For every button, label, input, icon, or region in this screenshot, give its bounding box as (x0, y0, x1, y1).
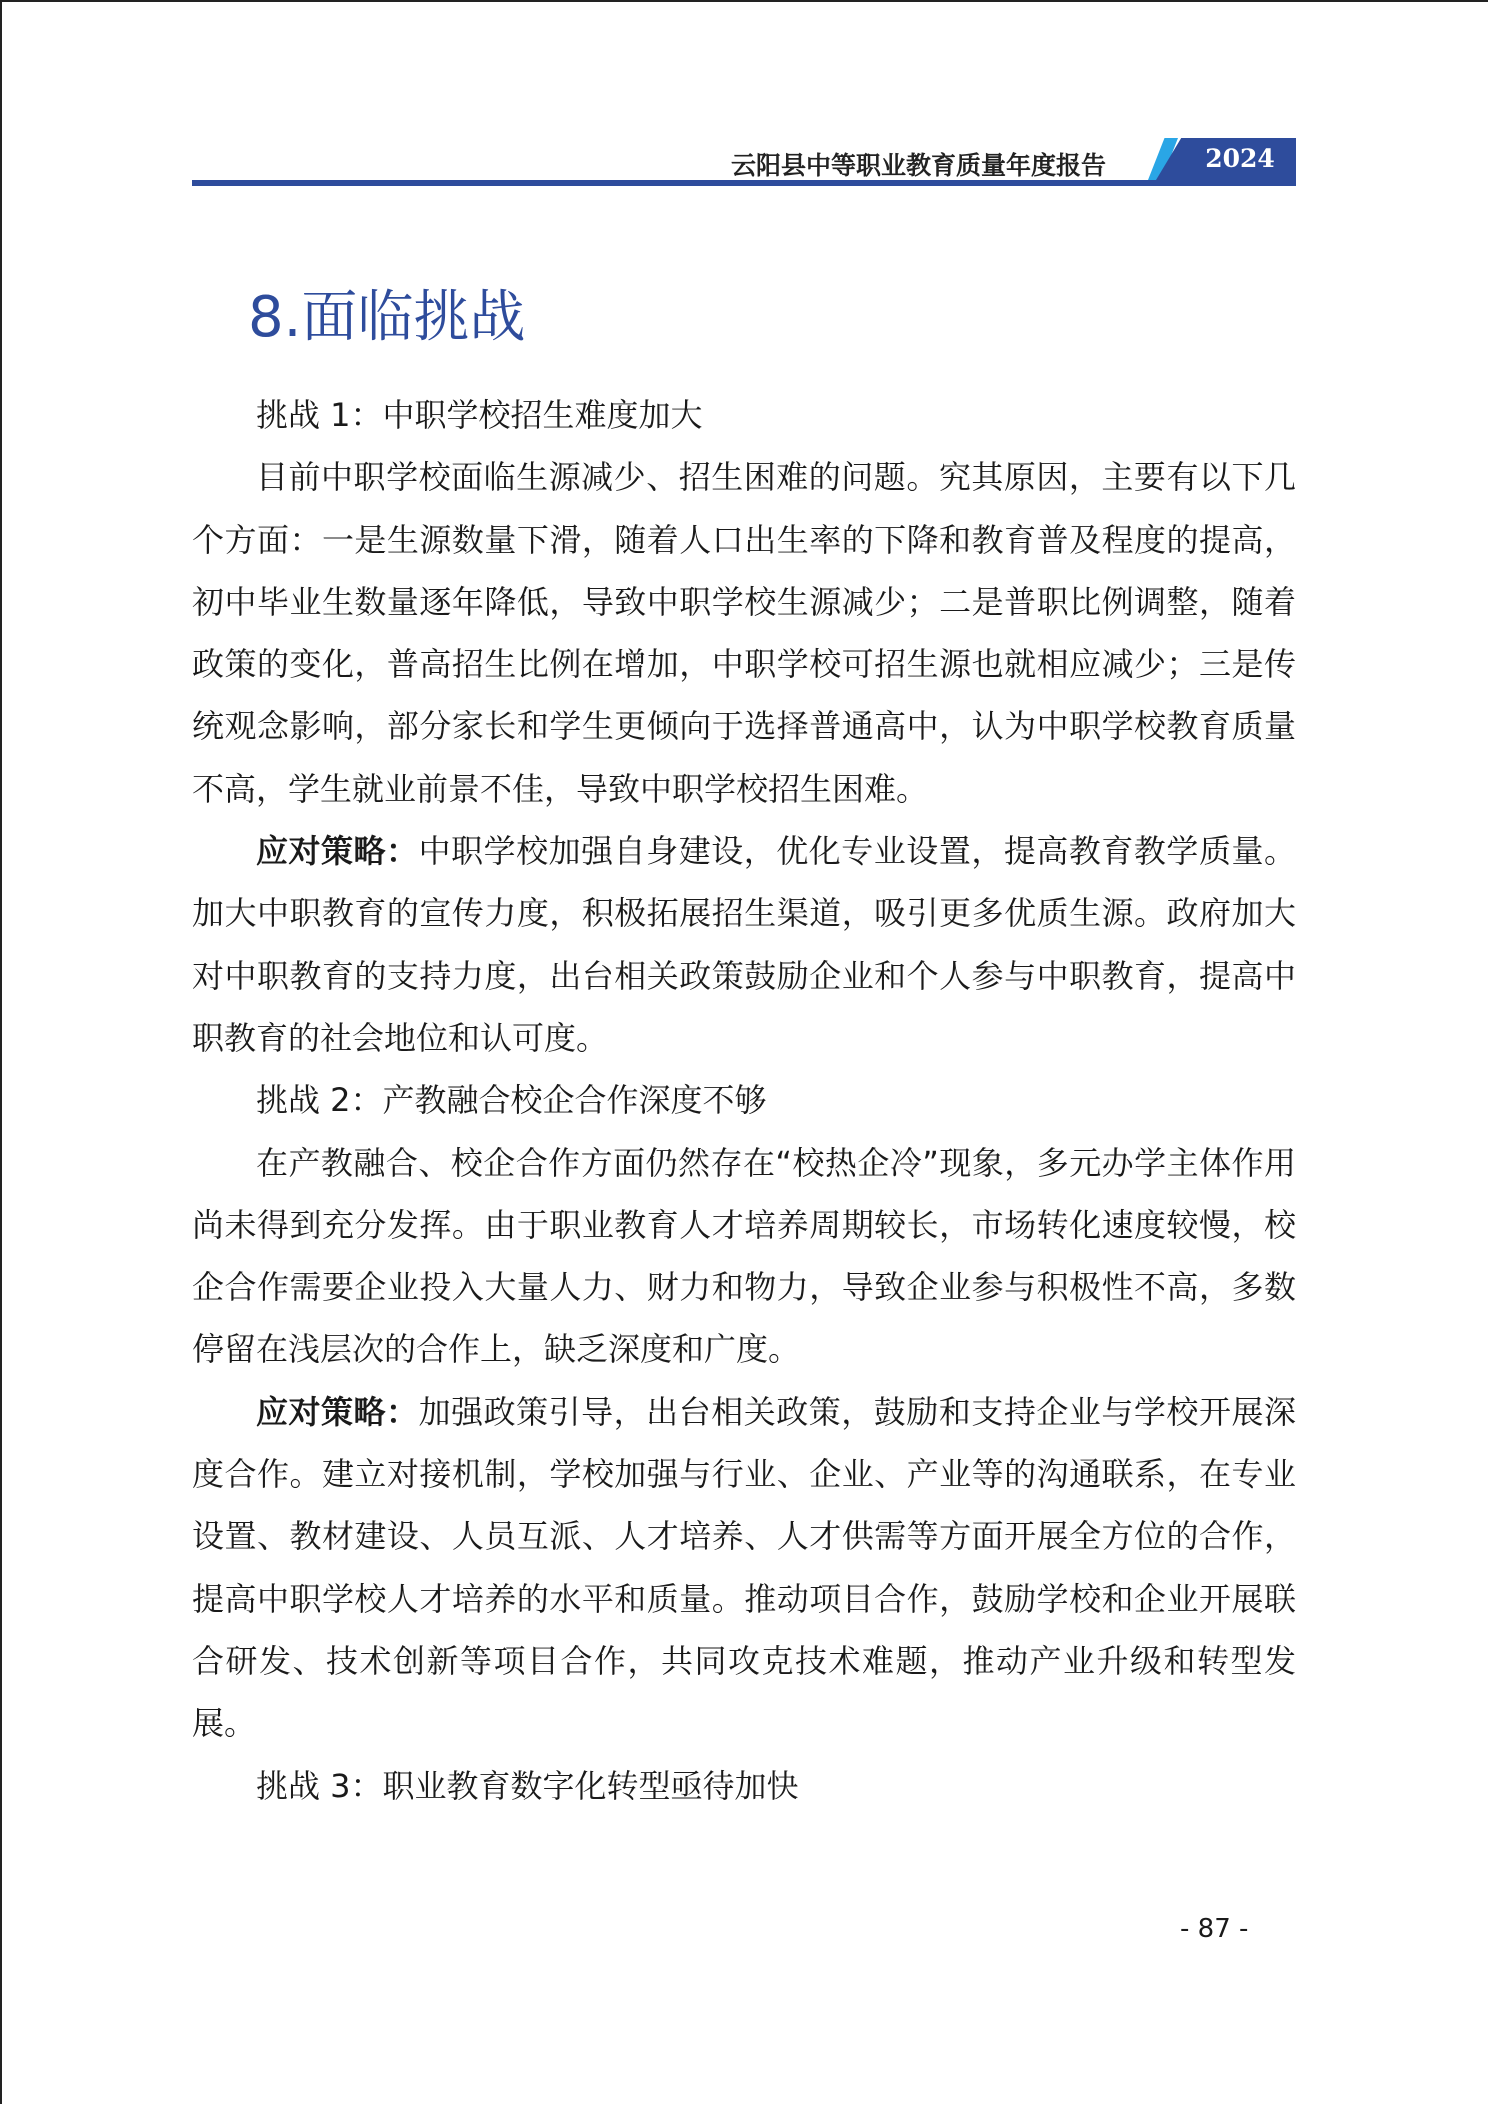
running-header (192, 138, 1296, 186)
challenge-1-strategy (192, 820, 1296, 1069)
challenge-1-body: 目前中职学校面临生源减少、招生困难的问题。究其原因，主要有以下几个方面：一是生源数量下滑，随着人口出生率的下降和教育普及程度的提高，初中毕业生数量逐年降低，导致中职学校生源减少；二是普职比例调整，随着政策的变化，普高招生比例在增加，中职学校可招生源也就相应减少；三是传统观念影响，部分家长和学生更倾向于选择普通高中，认为中职学校教育质量不高，学生就业前景不佳，导致中职学校招生困难。 (192, 458, 1296, 808)
challenge-3-heading: 挑战 3：职业教育数字化转型亟待加快 (256, 1766, 799, 1805)
challenge-2-strategy (192, 1381, 1296, 1755)
challenge-2-heading: 挑战 2：产教融合校企合作深度不够 (256, 1081, 767, 1120)
strategy-label: 应对策略： (256, 832, 419, 871)
strategy-text: 中职学校加强自身建设，优化专业设置，提高教育教学质量。加大中职教育的宣传力度，积极拓展招生渠道，吸引更多优质生源。政府加大对中职教育的支持力度，出台相关政策鼓励企业和个人参与中职教育，提高中职教育的社会地位和认可度。 (192, 832, 1296, 1057)
section-title: 8.面临挑战 (248, 285, 526, 350)
report-year: 2024 (1205, 144, 1275, 173)
challenge-2-body: 在产教融合、校企合作方面仍然存在“校热企冷”现象，多元办学主体作用尚未得到充分发挥。由于职业教育人才培养周期较长，市场转化速度较慢，校企合作需要企业投入大量人力、财力和物力，导致企业参与积极性不高，多数停留在浅层次的合作上，缺乏深度和广度。 (192, 1143, 1296, 1369)
body-content (192, 384, 1296, 1817)
header-rule (192, 180, 1296, 186)
strategy-label: 应对策略： (256, 1392, 419, 1431)
page-number: - 87 - (1180, 1914, 1249, 1944)
page-border-left (0, 0, 2, 2104)
page-border-top (0, 0, 1488, 2)
challenge-1-heading: 挑战 1：中职学校招生难度加大 (256, 396, 703, 434)
strategy-text: 加强政策引导，出台相关政策，鼓励和支持企业与学校开展深度合作。建立对接机制，学校加强与行业、企业、产业等的沟通联系，在专业设置、教材建设、人员互派、人才培养、人才供需等方面开展全方位的合作，提高中职学校人才培养的水平和质量。推动项目合作，鼓励学校和企业开展联合研发、技术创新等项目合作，共同攻克技术难题，推动产业升级和转型发展。 (192, 1392, 1296, 1743)
report-title: 云阳县中等职业教育质量年度报告 (730, 151, 1106, 180)
